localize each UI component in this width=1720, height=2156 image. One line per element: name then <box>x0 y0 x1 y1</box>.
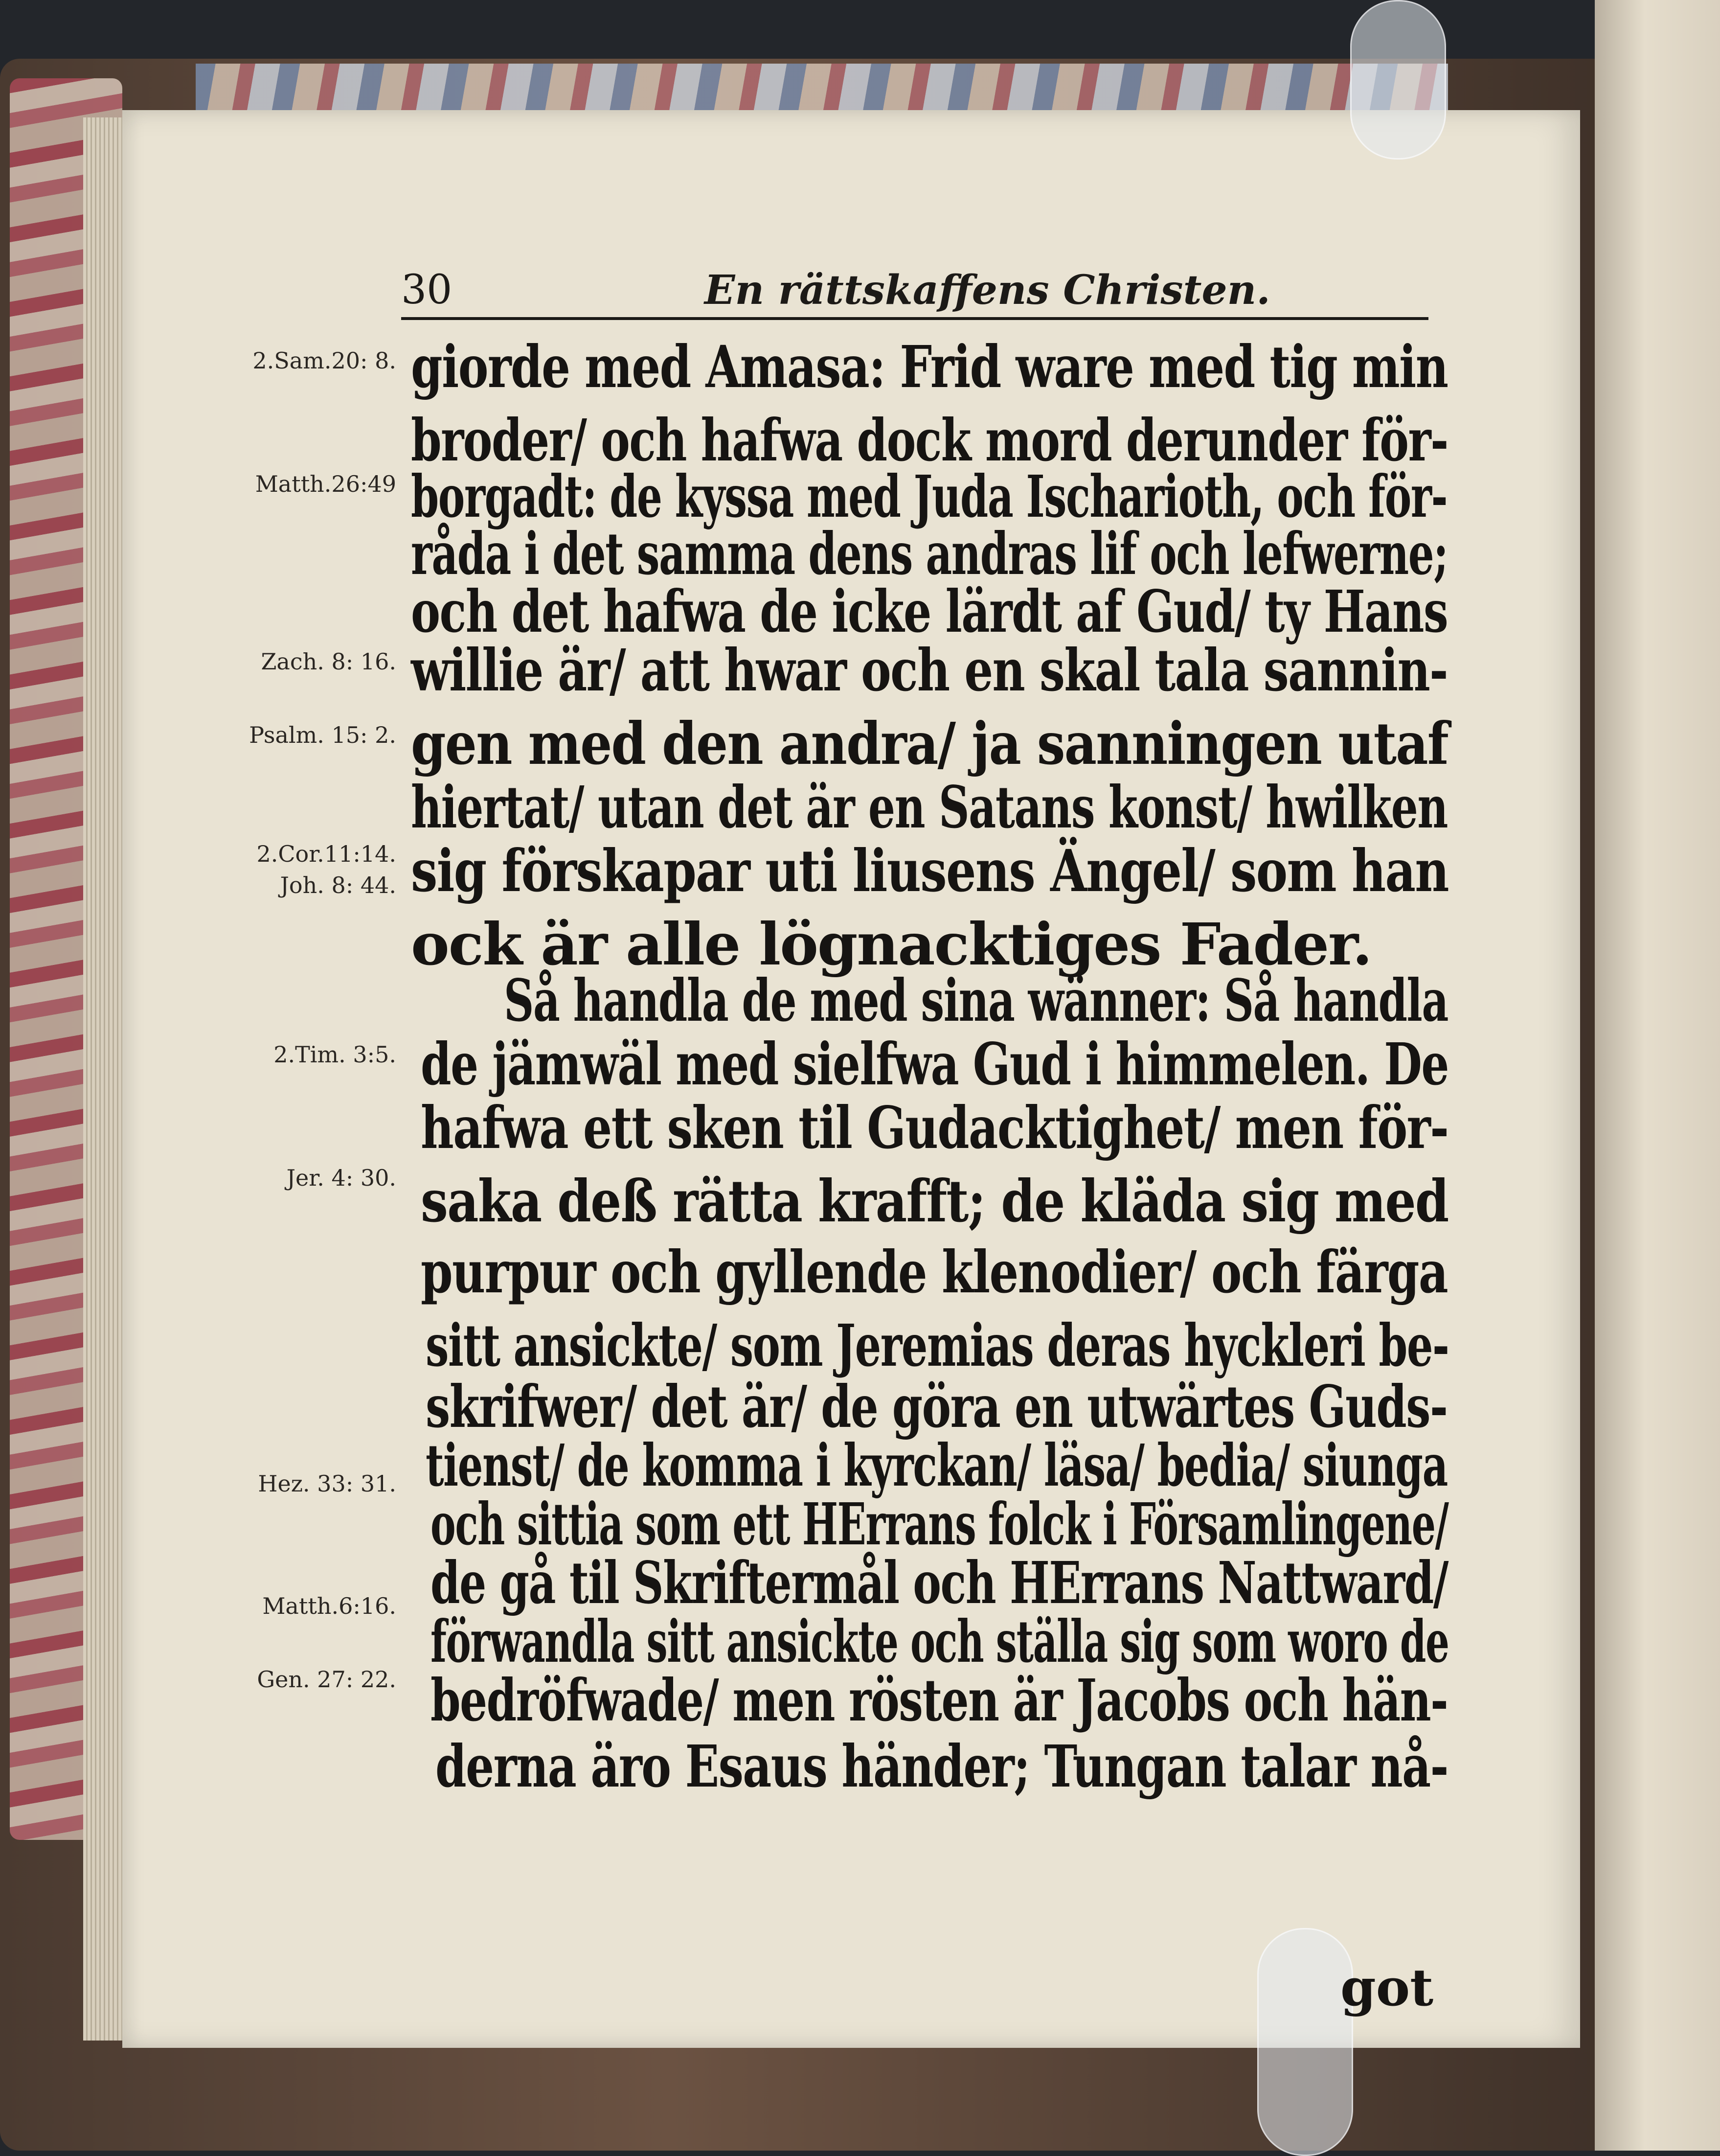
margin-note: Matth.26:49 <box>255 471 396 497</box>
page-clip-top <box>1350 0 1446 160</box>
text-line: broder/ och hafwa dock mord derunder för- <box>411 406 1448 474</box>
text-line: sitt ansickte/ som Jeremias deras hyckleri be- <box>426 1311 1449 1379</box>
header-rule <box>401 317 1428 320</box>
text-line: purpur och gyllende klenodier/ och färga <box>421 1238 1448 1306</box>
margin-note: Psalm. 15: 2. <box>249 722 396 748</box>
margin-note: Zach. 8: 16. <box>261 648 396 675</box>
text-line: tienst/ de komma i kyrckan/ läsa/ bedia/ siunga <box>426 1431 1448 1499</box>
text-line: derna äro Esaus händer; Tungan talar nå- <box>435 1732 1448 1800</box>
margin-note: 2.Tim. 3:5. <box>273 1041 396 1068</box>
text-line: saka deß rätta krafft; de kläda sig med <box>421 1167 1448 1235</box>
text-line: hafwa ett sken til Gudacktighet/ men för- <box>421 1094 1448 1162</box>
margin-note: 2.Sam.20: 8. <box>252 347 396 374</box>
text-line: giorde med Amasa: Frid ware med tig min <box>411 333 1448 401</box>
text-line: willie är/ att hwar och en skal tala sannin- <box>411 636 1448 704</box>
text-line: sig förskapar uti liusens Ängel/ som han <box>411 837 1448 905</box>
page-number: 30 <box>401 267 453 313</box>
margin-note: Joh. 8: 44. <box>280 872 396 898</box>
text-line: de jämwäl med sielfwa Gud i himmelen. De <box>421 1030 1448 1098</box>
text-line: gen med den andra/ ja sanningen utaf <box>411 710 1448 778</box>
page-clip-bottom <box>1257 1928 1353 2156</box>
text-line: skrifwer/ det är/ de göra en utwärtes Guds- <box>426 1373 1448 1441</box>
text-line: Så handla de med sina wänner: Så handla <box>504 966 1448 1034</box>
margin-note: 2.Cor.11:14. <box>256 841 396 867</box>
text-line: förwandla sitt ansickte och ställa sig som woro de <box>430 1607 1449 1675</box>
text-line: borgadt: de kyssa med Juda Ischarioth, och för- <box>411 462 1448 530</box>
catchword: got <box>1340 1957 1434 2018</box>
text-line: och sittia som ett HErrans folck i Församlingene/ <box>430 1490 1448 1558</box>
text-line: råda i det samma dens andras lif och lefwerne; <box>411 520 1448 588</box>
text-line: hiertat/ utan det är en Satans konst/ hwilken <box>411 773 1448 841</box>
text-line: bedröfwade/ men rösten är Jacobs och hän- <box>430 1666 1448 1734</box>
margin-note: Hez. 33: 31. <box>258 1470 396 1497</box>
running-title: En rättskaffens Christen. <box>704 267 1270 314</box>
running-head <box>401 262 1428 316</box>
margin-note: Matth.6:16. <box>262 1593 396 1619</box>
text-line: ock är alle lögnacktiges Fader. <box>411 910 1372 978</box>
text-line: de gå til Skriftermål och HErrans Nattward/ <box>430 1549 1448 1617</box>
margin-note: Jer. 4: 30. <box>286 1165 396 1191</box>
margin-note: Gen. 27: 22. <box>257 1666 396 1693</box>
text-line: och det hafwa de icke lärdt af Gud/ ty Hans <box>411 577 1448 645</box>
facing-page <box>1595 0 1720 2151</box>
